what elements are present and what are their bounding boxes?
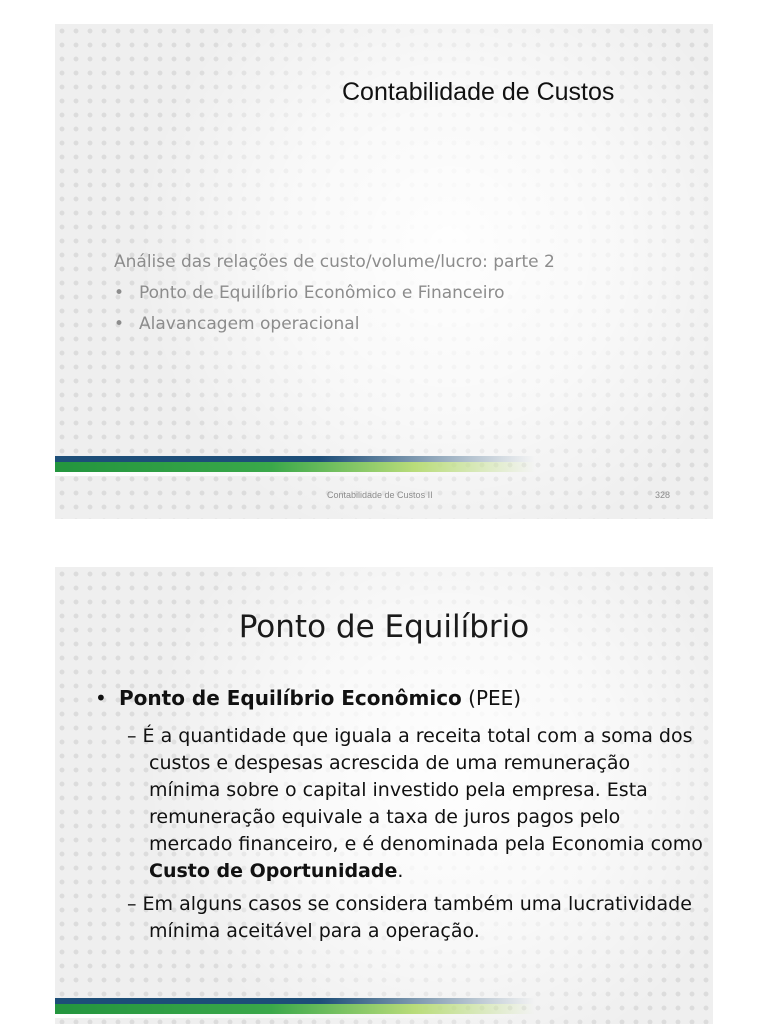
slide-footer: Contabilidade de Custos II	[327, 490, 433, 500]
slide-2	[55, 567, 713, 1024]
slide-1-body	[114, 252, 555, 345]
bullet-text: Alavancagem operacional	[139, 314, 360, 334]
slide-1-bullet	[114, 283, 555, 314]
bullet-text: Ponto de Equilíbrio Econômico e Financeiro	[139, 283, 505, 303]
main-bullet	[95, 683, 705, 713]
slide-1-title: Contabilidade de Custos	[342, 78, 615, 106]
decorative-stripe	[55, 998, 535, 1014]
sub-bullet-text: Em alguns casos se considera também uma lucratividade mínima aceitável para a operação.	[142, 893, 692, 942]
bullet-marker: •	[114, 314, 125, 334]
dash-marker: –	[127, 893, 137, 915]
main-bullet-abbrev: (PEE)	[461, 686, 522, 710]
sub-bullet	[95, 891, 705, 945]
sub-bullet	[95, 723, 705, 885]
slide-1-bullet	[114, 314, 555, 345]
slide-1	[55, 24, 713, 519]
bullet-marker: •	[114, 283, 125, 303]
sub-bullet-term: Custo de Oportunidade	[149, 860, 398, 882]
main-bullet-term: Ponto de Equilíbrio Econômico	[119, 686, 462, 710]
slide-2-body	[95, 683, 705, 945]
bullet-marker: •	[95, 686, 107, 710]
sub-bullet-text: É a quantidade que iguala a receita total com a soma dos custos e despesas acrescida de uma remuneração mínima sobre o capital investido pela empresa. Esta remuneração equivale a taxa de juros pagos pelo mercado financeiro, e é denominada pela Economia como	[142, 725, 703, 855]
slide-2-title: Ponto de Equilíbrio	[238, 609, 530, 645]
sub-bullet-end: .	[397, 860, 404, 882]
dash-marker: –	[127, 725, 137, 747]
slide-1-subtitle: Análise das relações de custo/volume/lucro: parte 2	[114, 252, 555, 272]
page-number: 328	[655, 490, 671, 500]
decorative-stripe	[55, 456, 535, 472]
